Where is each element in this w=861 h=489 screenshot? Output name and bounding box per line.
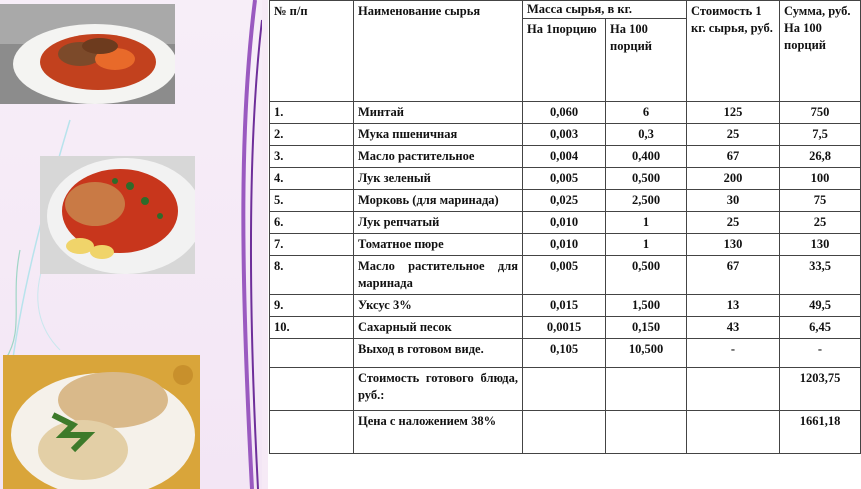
row-mass-hundred: 6 xyxy=(606,102,687,124)
row-num: 2. xyxy=(270,124,354,146)
header-mass-hundred: На 100 порций xyxy=(606,19,687,102)
fish-dish-photo xyxy=(0,4,175,104)
header-mass-one: На 1порцию xyxy=(523,19,606,102)
row-cost: 25 xyxy=(687,212,780,234)
row-num: 7. xyxy=(270,234,354,256)
output-cost: - xyxy=(687,339,780,368)
header-mass: Масса сырья, в кг. xyxy=(523,1,687,19)
total-empty-2 xyxy=(606,368,687,411)
row-name: Томатное пюре xyxy=(354,234,523,256)
row-name: Мука пшеничная xyxy=(354,124,523,146)
row-cost: 130 xyxy=(687,234,780,256)
table-row xyxy=(270,212,861,234)
row-mass-hundred: 2,500 xyxy=(606,190,687,212)
row-num: 9. xyxy=(270,295,354,317)
row-num: 10. xyxy=(270,317,354,339)
row-name: Масло растительное xyxy=(354,146,523,168)
row-name: Уксус 3% xyxy=(354,295,523,317)
row-mass-one: 0,010 xyxy=(523,234,606,256)
row-num: 6. xyxy=(270,212,354,234)
row-mass-hundred: 0,500 xyxy=(606,256,687,295)
price-empty-3 xyxy=(687,411,780,454)
row-sum: 25 xyxy=(780,212,861,234)
table-row xyxy=(270,295,861,317)
row-cost: 125 xyxy=(687,102,780,124)
row-num: 1. xyxy=(270,102,354,124)
price-value: 1661,18 xyxy=(780,411,861,454)
row-mass-one: 0,060 xyxy=(523,102,606,124)
row-cost: 67 xyxy=(687,146,780,168)
header-sum: Сумма, руб. На 100 порций xyxy=(780,1,861,102)
row-mass-one: 0,003 xyxy=(523,124,606,146)
row-mass-one: 0,005 xyxy=(523,256,606,295)
row-num: 5. xyxy=(270,190,354,212)
row-name: Морковь (для маринада) xyxy=(354,190,523,212)
row-mass-one: 0,005 xyxy=(523,168,606,190)
output-mass-one: 0,105 xyxy=(523,339,606,368)
row-cost: 13 xyxy=(687,295,780,317)
row-mass-hundred: 1 xyxy=(606,212,687,234)
price-row xyxy=(270,411,861,454)
row-sum: 26,8 xyxy=(780,146,861,168)
row-cost: 67 xyxy=(687,256,780,295)
table-row xyxy=(270,317,861,339)
row-sum: 130 xyxy=(780,234,861,256)
table-row xyxy=(270,146,861,168)
total-cost-row xyxy=(270,368,861,411)
table-row xyxy=(270,168,861,190)
header-name: Наименование сырья xyxy=(354,1,523,102)
output-mass-hundred: 10,500 xyxy=(606,339,687,368)
row-mass-one: 0,015 xyxy=(523,295,606,317)
row-num: 3. xyxy=(270,146,354,168)
row-name: Лук зеленый xyxy=(354,168,523,190)
header-cost: Стоимость 1 кг. сырья, руб. xyxy=(687,1,780,102)
price-empty-1 xyxy=(523,411,606,454)
total-empty-1 xyxy=(523,368,606,411)
row-sum: 33,5 xyxy=(780,256,861,295)
fish-tomato-photo xyxy=(40,156,195,274)
table-row xyxy=(270,234,861,256)
row-sum: 6,45 xyxy=(780,317,861,339)
row-name: Сахарный песок xyxy=(354,317,523,339)
row-mass-hundred: 1,500 xyxy=(606,295,687,317)
price-label: Цена с наложением 38% xyxy=(354,411,523,454)
left-decor-panel xyxy=(0,0,262,489)
row-mass-hundred: 0,3 xyxy=(606,124,687,146)
output-sum: - xyxy=(780,339,861,368)
total-cost-label: Стоимость готового блюда, руб.: xyxy=(354,368,523,411)
row-cost: 200 xyxy=(687,168,780,190)
table-header-row xyxy=(270,1,861,19)
cost-calculation-table xyxy=(269,0,861,454)
row-sum: 100 xyxy=(780,168,861,190)
row-name: Масло растительное для маринада xyxy=(354,256,523,295)
row-cost: 25 xyxy=(687,124,780,146)
total-cost-value: 1203,75 xyxy=(780,368,861,411)
baked-fish-photo xyxy=(3,355,200,489)
row-mass-hundred: 0,500 xyxy=(606,168,687,190)
price-empty-2 xyxy=(606,411,687,454)
header-num: № п/п xyxy=(270,1,354,102)
row-name: Минтай xyxy=(354,102,523,124)
row-mass-one: 0,010 xyxy=(523,212,606,234)
row-num: 4. xyxy=(270,168,354,190)
total-num-empty xyxy=(270,368,354,411)
row-cost: 43 xyxy=(687,317,780,339)
table-row xyxy=(270,102,861,124)
row-num: 8. xyxy=(270,256,354,295)
table-row xyxy=(270,256,861,295)
row-mass-hundred: 0,150 xyxy=(606,317,687,339)
row-mass-hundred: 0,400 xyxy=(606,146,687,168)
row-name: Лук репчатый xyxy=(354,212,523,234)
row-sum: 75 xyxy=(780,190,861,212)
row-cost: 30 xyxy=(687,190,780,212)
output-num-empty xyxy=(270,339,354,368)
row-mass-one: 0,004 xyxy=(523,146,606,168)
total-empty-3 xyxy=(687,368,780,411)
cost-table-container xyxy=(268,0,861,489)
price-num-empty xyxy=(270,411,354,454)
table-row xyxy=(270,190,861,212)
table-row xyxy=(270,124,861,146)
row-sum: 750 xyxy=(780,102,861,124)
row-sum: 7,5 xyxy=(780,124,861,146)
output-row xyxy=(270,339,861,368)
row-mass-one: 0,025 xyxy=(523,190,606,212)
row-sum: 49,5 xyxy=(780,295,861,317)
row-mass-hundred: 1 xyxy=(606,234,687,256)
row-mass-one: 0,0015 xyxy=(523,317,606,339)
output-label: Выход в готовом виде. xyxy=(354,339,523,368)
